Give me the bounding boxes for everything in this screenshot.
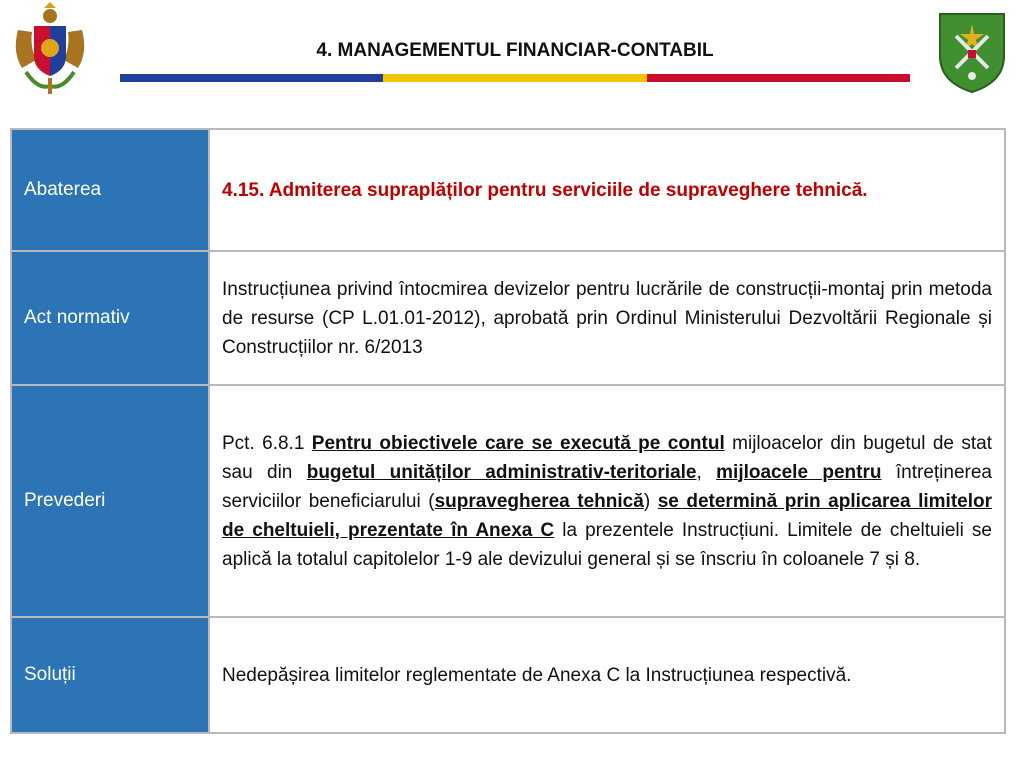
page-title: 4. MANAGEMENTUL FINANCIAR-CONTABIL	[316, 40, 714, 61]
tricolor-divider	[120, 74, 910, 82]
prevederi-text: întreținerea serviciilor beneficiarului (	[222, 461, 992, 512]
row-label-abaterea: Abaterea	[11, 129, 209, 251]
table-row	[11, 129, 1005, 251]
tricolor-yellow	[383, 74, 646, 82]
row-content-abaterea: 4.15. Admiterea supraplăților pentru serviciile de supraveghere tehnică.	[209, 129, 1005, 251]
prevederi-emphasis: se determină prin aplicarea limitelor de cheltuieli, prezentate în Anexa C	[222, 490, 992, 541]
row-content-solutii: Nedepășirea limitelor reglementate de Anexa C la Instrucțiunea respectivă.	[209, 617, 1005, 733]
row-content-act-normativ: Instrucțiunea privind întocmirea devizelor pentru lucrările de construcții-montaj prin metoda de resurse (CP L.01.01-2012), aprobată prin Ordinul Ministerului Dezvoltării Regionale și Construcțiilor nr. 6/2013	[209, 251, 1005, 385]
prevederi-text: mijloacelor din bugetul de stat sau din	[222, 432, 993, 483]
prevederi-text: la prezentele Instrucțiuni. Limitele de cheltuieli se aplică la totalul capitolelor 1-9 ale devizului general și se înscriu în coloanele 7 și 8.	[222, 519, 992, 570]
prevederi-emphasis: mijloacele pentru	[716, 461, 882, 483]
row-content-prevederi	[209, 385, 1005, 617]
prevederi-text: )	[643, 490, 658, 512]
row-label-prevederi: Prevederi	[11, 385, 209, 617]
prevederi-emphasis: Pentru obiectivele care se execută pe contul	[311, 432, 725, 454]
prevederi-text: ,	[696, 461, 717, 483]
tricolor-blue	[120, 74, 383, 82]
table-row	[11, 385, 1005, 617]
moldova-coat-of-arms-logo	[8, 2, 92, 96]
prevederi-emphasis: bugetul unităților administrativ-teritoriale	[306, 461, 697, 483]
tricolor-red	[647, 74, 910, 82]
prevederi-text: Pct. 6.8.1	[222, 432, 312, 454]
table-row	[11, 251, 1005, 385]
row-label-act-normativ: Act normativ	[11, 251, 209, 385]
table-row	[11, 617, 1005, 733]
row-label-solutii: Soluții	[11, 617, 209, 733]
audit-table	[10, 128, 1006, 734]
green-shield-emblem-logo	[936, 10, 1008, 94]
prevederi-emphasis: supravegherea tehnică	[434, 490, 644, 512]
